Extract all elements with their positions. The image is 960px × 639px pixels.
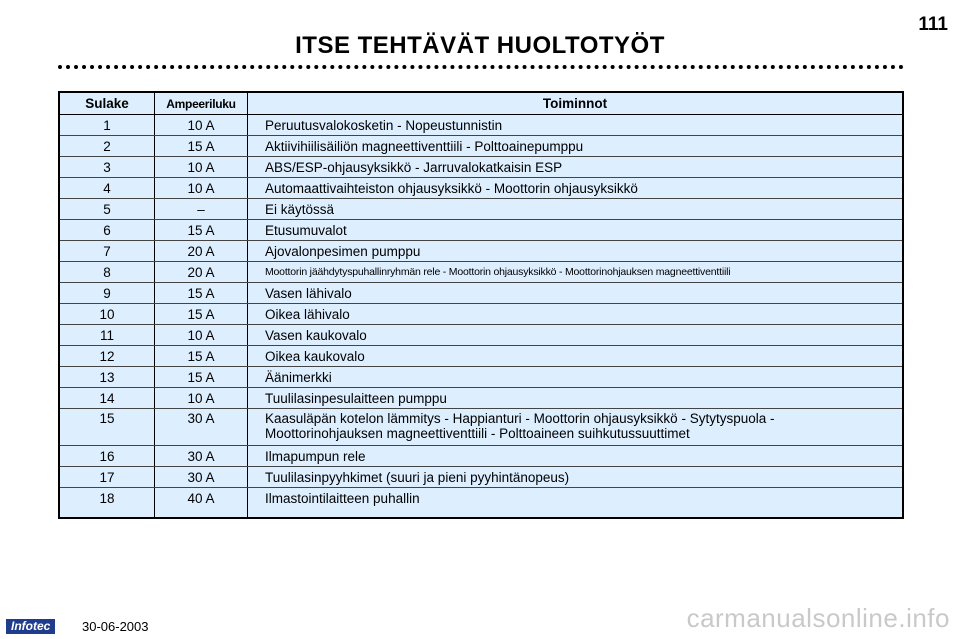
fuse-number: 2 bbox=[59, 136, 155, 157]
function-line: Etusumuvalot bbox=[265, 222, 347, 238]
fuse-amperage: 15 A bbox=[155, 367, 248, 388]
function-line: Peruutusvalokosketin - Nopeustunnistin bbox=[265, 117, 503, 133]
function-line: Kaasuläpän kotelon lämmitys - Happianturi - Moottorin ohjausyksikkö - Sytytyspuola - bbox=[265, 411, 775, 426]
header-amperage: Ampeeriluku bbox=[155, 92, 248, 115]
fuse-amperage: – bbox=[155, 199, 248, 220]
fuse-functions bbox=[248, 304, 904, 325]
function-line: Ei käytössä bbox=[265, 201, 335, 217]
table-row bbox=[59, 304, 903, 325]
fuse-functions bbox=[248, 446, 904, 467]
table-row bbox=[59, 136, 903, 157]
fuse-functions bbox=[248, 367, 904, 388]
table-row bbox=[59, 115, 903, 136]
function-line: Vasen lähivalo bbox=[265, 285, 352, 301]
fuse-number: 6 bbox=[59, 220, 155, 241]
fuse-number: 7 bbox=[59, 241, 155, 262]
table-row bbox=[59, 262, 903, 283]
fuse-number: 18 bbox=[59, 488, 155, 519]
table-row bbox=[59, 157, 903, 178]
table-row bbox=[59, 388, 903, 409]
table-body bbox=[59, 115, 903, 519]
fuse-functions bbox=[248, 409, 904, 446]
fuse-amperage: 20 A bbox=[155, 241, 248, 262]
table-row bbox=[59, 241, 903, 262]
fuse-table bbox=[58, 91, 904, 519]
fuse-amperage: 30 A bbox=[155, 446, 248, 467]
fuse-number: 3 bbox=[59, 157, 155, 178]
fuse-number: 8 bbox=[59, 262, 155, 283]
fuse-functions bbox=[248, 262, 904, 283]
fuse-functions bbox=[248, 136, 904, 157]
table-row bbox=[59, 467, 903, 488]
table-row bbox=[59, 178, 903, 199]
table-row bbox=[59, 220, 903, 241]
fuse-amperage: 30 A bbox=[155, 409, 248, 446]
fuse-number: 13 bbox=[59, 367, 155, 388]
function-line: Äänimerkki bbox=[265, 369, 332, 385]
fuse-functions bbox=[248, 325, 904, 346]
fuse-number: 12 bbox=[59, 346, 155, 367]
table-row bbox=[59, 367, 903, 388]
fuse-amperage: 15 A bbox=[155, 283, 248, 304]
fuse-functions bbox=[248, 488, 904, 519]
fuse-amperage: 15 A bbox=[155, 304, 248, 325]
fuse-number: 16 bbox=[59, 446, 155, 467]
fuse-functions bbox=[248, 241, 904, 262]
function-line: Ilmapumpun rele bbox=[265, 448, 366, 464]
table-row bbox=[59, 346, 903, 367]
fuse-functions bbox=[248, 178, 904, 199]
fuse-amperage: 10 A bbox=[155, 157, 248, 178]
fuse-number: 11 bbox=[59, 325, 155, 346]
function-line: Moottorinohjauksen magneettiventtiili - Polttoaineen suihkutussuuttimet bbox=[265, 426, 690, 441]
fuse-number: 1 bbox=[59, 115, 155, 136]
fuse-amperage: 10 A bbox=[155, 115, 248, 136]
fuse-amperage: 30 A bbox=[155, 467, 248, 488]
function-line: Ilmastointilaitteen puhallin bbox=[265, 491, 420, 506]
table-row bbox=[59, 199, 903, 220]
fuse-number: 15 bbox=[59, 409, 155, 446]
table-row bbox=[59, 283, 903, 304]
table-row bbox=[59, 446, 903, 467]
header-functions: Toiminnot bbox=[248, 92, 904, 115]
fuse-amperage: 20 A bbox=[155, 262, 248, 283]
fuse-functions bbox=[248, 346, 904, 367]
fuse-functions bbox=[248, 467, 904, 488]
table-row bbox=[59, 325, 903, 346]
fuse-amperage: 15 A bbox=[155, 220, 248, 241]
function-line: Automaattivaihteiston ohjausyksikkö - Moottorin ohjausyksikkö bbox=[265, 180, 638, 196]
fuse-number: 4 bbox=[59, 178, 155, 199]
fuse-amperage: 40 A bbox=[155, 488, 248, 519]
function-line: Moottorin jäähdytyspuhallinryhmän rele - Moottorin ohjausyksikkö - Moottorinohjauksen magneettiventtiili bbox=[265, 265, 731, 278]
table-header-row bbox=[59, 92, 903, 115]
dotted-divider bbox=[58, 65, 904, 69]
watermark: carmanualsonline.info bbox=[686, 603, 950, 633]
function-line: Aktiivihiilisäiliön magneettiventtiili - Polttoainepumppu bbox=[265, 138, 584, 154]
page-number: 111 bbox=[918, 14, 948, 35]
footer-date: 30-06-2003 bbox=[82, 619, 149, 634]
infotec-logo: Infotec bbox=[6, 619, 55, 634]
fuse-functions bbox=[248, 283, 904, 304]
table-row bbox=[59, 488, 903, 519]
fuse-amperage: 10 A bbox=[155, 388, 248, 409]
fuse-functions bbox=[248, 220, 904, 241]
fuse-amperage: 10 A bbox=[155, 178, 248, 199]
fuse-functions bbox=[248, 115, 904, 136]
fuse-functions bbox=[248, 388, 904, 409]
function-line: Tuulilasinpesulaitteen pumppu bbox=[265, 390, 447, 406]
fuse-number: 10 bbox=[59, 304, 155, 325]
fuse-functions bbox=[248, 157, 904, 178]
page-title: ITSE TEHTÄVÄT HUOLTOTYÖT bbox=[295, 32, 665, 59]
fuse-functions bbox=[248, 199, 904, 220]
fuse-number: 17 bbox=[59, 467, 155, 488]
table-row bbox=[59, 409, 903, 446]
function-line: Tuulilasinpyyhkimet (suuri ja pieni pyyhintänopeus) bbox=[265, 469, 570, 485]
function-line: ABS/ESP-ohjausyksikkö - Jarruvalokatkaisin ESP bbox=[265, 159, 563, 175]
fuse-amperage: 15 A bbox=[155, 136, 248, 157]
function-line: Vasen kaukovalo bbox=[265, 327, 367, 343]
fuse-number: 14 bbox=[59, 388, 155, 409]
fuse-number: 5 bbox=[59, 199, 155, 220]
fuse-amperage: 10 A bbox=[155, 325, 248, 346]
function-line: Oikea lähivalo bbox=[265, 306, 350, 322]
fuse-number: 9 bbox=[59, 283, 155, 304]
function-line: Oikea kaukovalo bbox=[265, 348, 365, 364]
function-line: Ajovalonpesimen pumppu bbox=[265, 243, 421, 259]
fuse-amperage: 15 A bbox=[155, 346, 248, 367]
header-fuse: Sulake bbox=[59, 92, 155, 115]
